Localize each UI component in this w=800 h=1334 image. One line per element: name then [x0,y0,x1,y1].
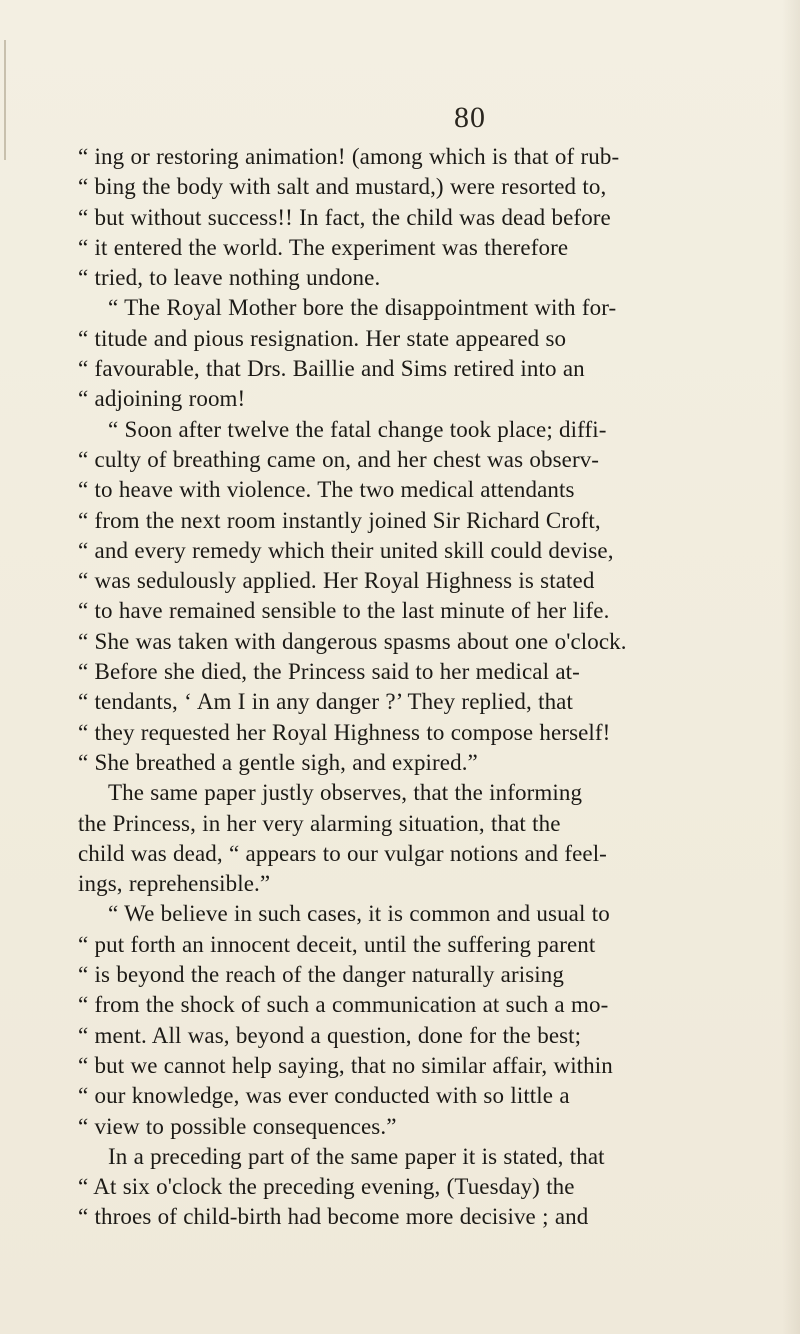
text-line: “ She breathed a gentle sigh, and expired.” [78,749,478,775]
page-number: 80 [454,101,486,134]
text-line: “ At six o'clock the preceding evening, (Tuesday) the [78,1174,575,1200]
text-line: “ titude and pious resignation. Her state appeared so [78,325,567,351]
text-line: “ Before she died, the Princess said to her medical at- [78,659,580,685]
text-line: the Princess, in her very alarming situation, that the [78,810,561,836]
text-line: “ to heave with violence. The two medical attendants [78,477,575,503]
text-line: “ bing the body with salt and mustard,) were resorted to, [78,174,607,200]
text-line: “ tendants, ‘ Am I in any danger ?’ They replied, that [78,689,573,715]
text-line: “ from the shock of such a communication at such a mo- [78,992,609,1018]
text-line: “ it entered the world. The experiment was therefore [78,234,569,260]
page-edge-shadow [782,0,800,1334]
text-line: “ throes of child-birth had become more decisive ; and [78,1204,589,1230]
text-line: “ was sedulously applied. Her Royal Highness is stated [78,568,595,594]
text-line: “ We believe in such cases, it is common and usual to [108,901,610,927]
text-line: “ culty of breathing came on, and her chest was observ- [78,446,600,472]
text-line: child was dead, “ appears to our vulgar notions and feel- [78,840,607,866]
page-edge-mark [4,40,6,160]
body-text [78,142,758,1233]
text-line: “ view to possible consequences.” [78,1113,397,1139]
text-line: “ ment. All was, beyond a question, done for the best; [78,1022,582,1048]
text-line: “ Soon after twelve the fatal change took place; diffi- [108,416,607,442]
text-line: The same paper justly observes, that the informing [108,780,583,806]
text-line: ings, reprehensible.” [78,871,271,897]
text-line: “ The Royal Mother bore the disappointment with for- [108,295,617,321]
text-line: “ ing or restoring animation! (among which is that of rub- [78,144,620,169]
text-line: “ but without success!! In fact, the child was dead before [78,204,611,230]
text-line: “ they requested her Royal Highness to compose herself! [78,719,611,745]
text-line: “ put forth an innocent deceit, until the suffering parent [78,931,596,957]
text-line: “ tried, to leave nothing undone. [78,265,381,291]
text-line: “ favourable, that Drs. Baillie and Sims retired into an [78,356,585,382]
text-line: In a preceding part of the same paper it is stated, that [108,1143,605,1169]
text-line: “ but we cannot help saying, that no similar affair, within [78,1052,613,1078]
text-line: “ is beyond the reach of the danger naturally arising [78,962,564,988]
text-line: “ She was taken with dangerous spasms about one o'clock. [78,628,627,654]
text-line: “ to have remained sensible to the last minute of her life. [78,598,610,624]
text-line: “ our knowledge, was ever conducted with so little a [78,1083,570,1109]
text-line: “ adjoining room! [78,386,246,412]
text-line: “ and every remedy which their united skill could devise, [78,537,614,563]
text-line: “ from the next room instantly joined Sir Richard Croft, [78,507,601,533]
